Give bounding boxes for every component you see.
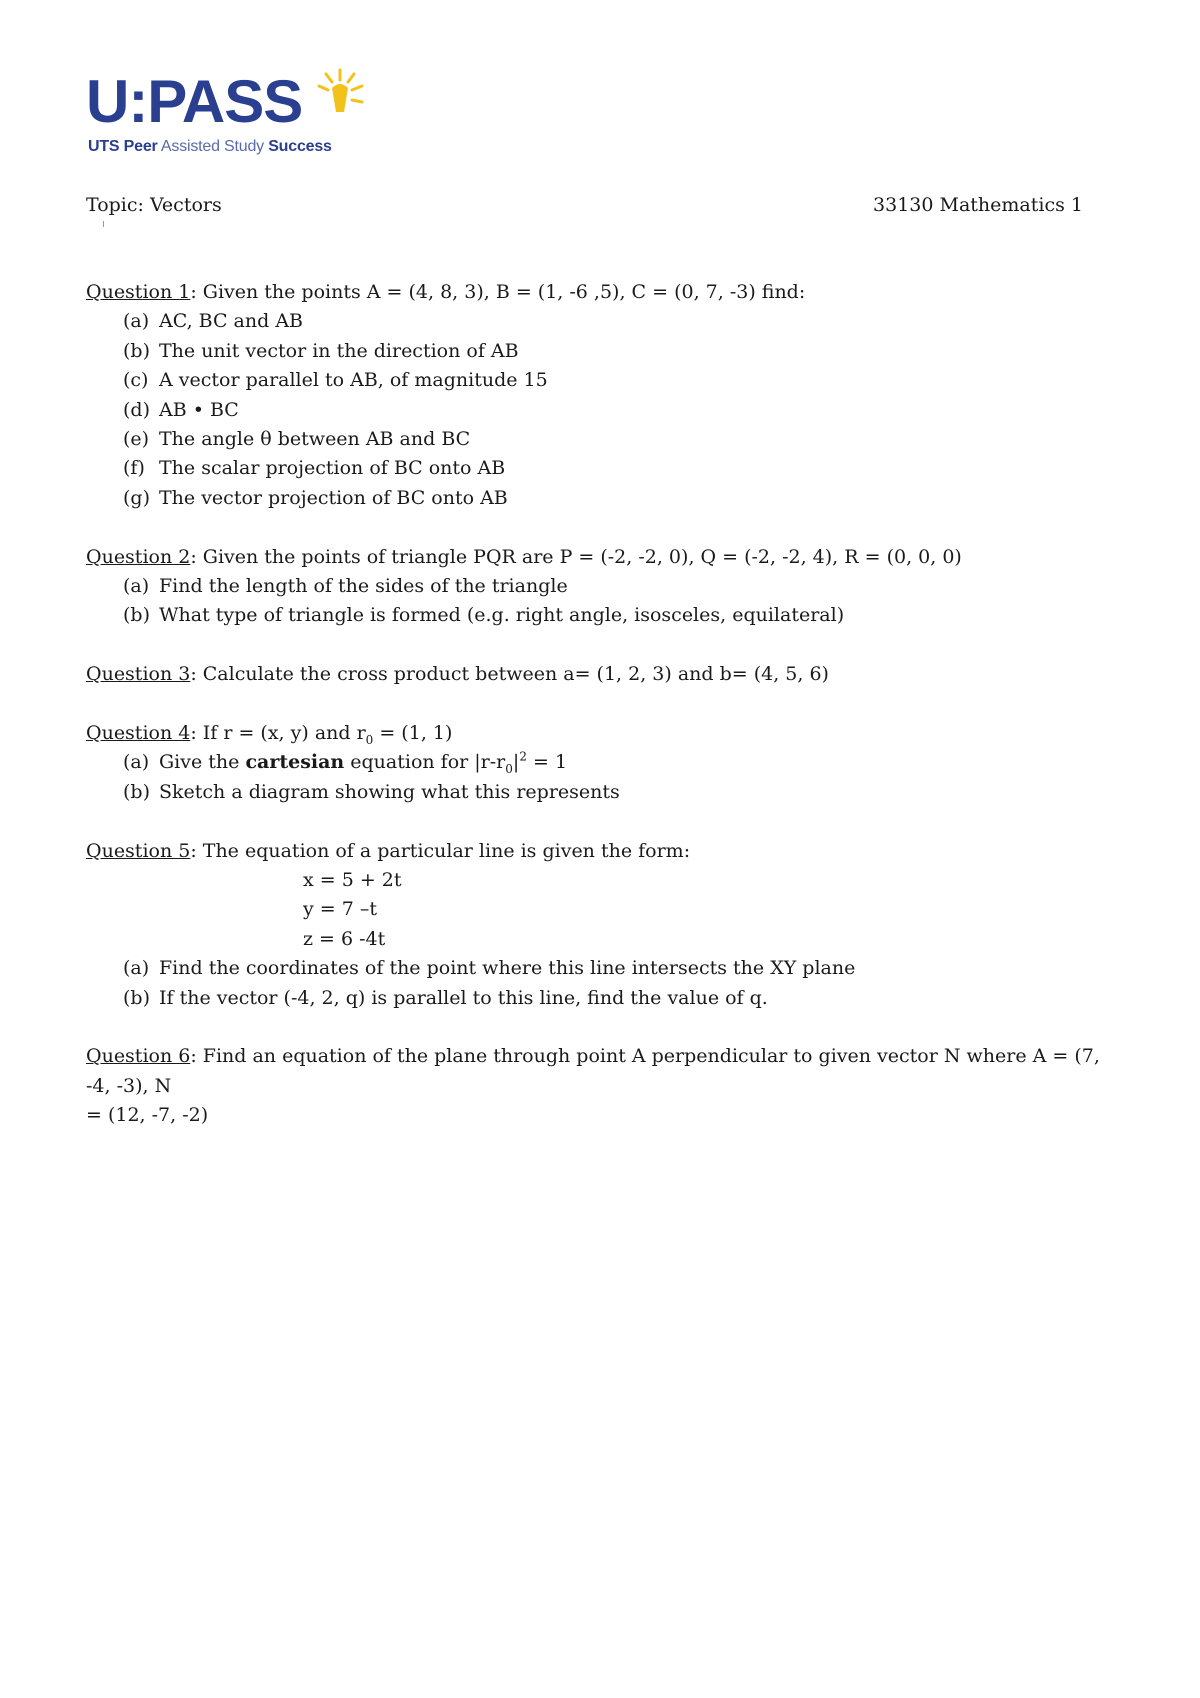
item-text: Find the coordinates of the point where this line intersects the XY plane <box>159 957 856 980</box>
logo-subtitle <box>88 138 332 156</box>
question-3-text: : Calculate the cross product between a= (1, 2, 3) and b= (4, 5, 6) <box>190 663 829 686</box>
item-text: AB • BC <box>159 398 239 421</box>
question-1-item-f <box>86 454 1126 483</box>
question-1-text: : Given the points A = (4, 8, 3), B = (1, -6 ,5), C = (0, 7, -3) find: <box>190 281 806 303</box>
item-text: The unit vector in the direction of AB <box>159 339 519 362</box>
question-1-item-e <box>86 425 1126 454</box>
question-6-text: : Find an equation of the plane through point A perpendicular to given vector N where A = (7, -4, -3), N <box>86 1045 1100 1097</box>
question-4-text: : If r = (x, y) and r <box>190 722 366 745</box>
question-5-stem <box>86 837 1126 866</box>
item-text <box>159 748 567 777</box>
question-5-text: : The equation of a particular line is given the form: <box>190 839 691 862</box>
subscript: 0 <box>365 732 374 747</box>
question-2-stem <box>86 543 1126 572</box>
question-4-item-a <box>86 748 1126 777</box>
question-1-stem <box>86 278 1126 307</box>
question-1-item-g <box>86 484 1126 513</box>
question-1-item-b <box>86 337 1126 366</box>
item-text: Find the length of the sides of the triangle <box>159 575 568 598</box>
item-text: AC, BC and AB <box>159 310 304 333</box>
equation-x: x = 5 + 2t <box>303 869 402 892</box>
cursor-mark <box>103 221 104 227</box>
question-1-item-c <box>86 366 1126 395</box>
item-text-mid: equation for |r-r <box>344 751 506 774</box>
item-text: The vector projection of BC onto AB <box>159 486 508 509</box>
item-text-post: = 1 <box>526 751 568 774</box>
item-marker: (b) <box>123 986 150 1009</box>
item-marker: (f) <box>123 457 145 480</box>
question-4-item-b <box>86 778 1126 807</box>
questions <box>86 278 1126 1160</box>
item-marker: (b) <box>123 604 150 627</box>
logo-subtitle-part3: Success <box>268 138 332 155</box>
question-2-item-b <box>86 601 1126 630</box>
question-6-label: Question 6 <box>86 1045 191 1068</box>
logo-subtitle-part1: UTS Peer <box>88 138 158 155</box>
question-6-continued: = (12, -7, -2) <box>86 1104 209 1127</box>
question-1-item-a <box>86 307 1126 336</box>
question-2-label: Question 2 <box>86 545 191 568</box>
question-5 <box>86 837 1126 1013</box>
item-marker: (a) <box>123 310 150 333</box>
item-text-pre: Give the <box>159 751 246 774</box>
topic-label: Topic: Vectors <box>86 194 222 216</box>
item-marker: (a) <box>123 751 150 774</box>
item-marker: (a) <box>123 957 150 980</box>
question-1 <box>86 278 1126 513</box>
item-text: What type of triangle is formed (e.g. right angle, isosceles, equilateral) <box>159 604 845 627</box>
question-2 <box>86 543 1126 631</box>
question-1-item-d <box>86 396 1126 425</box>
upass-wordmark <box>86 68 366 134</box>
question-6 <box>86 1042 1126 1130</box>
equation-y: y = 7 –t <box>303 898 377 921</box>
question-2-text: : Given the points of triangle PQR are P = (-2, -2, 0), Q = (-2, -2, 4), R = (0, 0, 0) <box>190 545 962 568</box>
svg-text:U:PASS: U:PASS <box>86 68 303 134</box>
question-4 <box>86 719 1126 807</box>
question-6-stem <box>86 1042 1126 1101</box>
item-marker: (b) <box>123 780 150 803</box>
abs-bar: | <box>512 751 520 774</box>
question-3 <box>86 660 1126 689</box>
item-marker: (d) <box>123 398 150 421</box>
item-text: If the vector (-4, 2, q) is parallel to this line, find the value of q. <box>159 986 768 1009</box>
question-4-text-end: = (1, 1) <box>373 722 453 745</box>
question-2-item-a <box>86 572 1126 601</box>
item-text: The scalar projection of BC onto AB <box>159 457 506 480</box>
item-text: The angle θ between AB and BC <box>159 428 471 451</box>
item-marker: (c) <box>123 369 149 392</box>
unit-label: 33130 Mathematics 1 <box>873 194 1083 216</box>
upass-logo <box>86 68 366 168</box>
item-marker: (b) <box>123 339 150 362</box>
item-text: Sketch a diagram showing what this represents <box>159 780 620 803</box>
question-4-label: Question 4 <box>86 722 191 745</box>
superscript: 2 <box>519 750 527 765</box>
question-4-stem <box>86 719 1126 748</box>
item-marker: (a) <box>123 575 150 598</box>
item-marker: (g) <box>123 486 150 509</box>
question-5-label: Question 5 <box>86 839 191 862</box>
equation-z: z = 6 -4t <box>303 927 386 950</box>
question-1-label: Question 1 <box>86 281 191 303</box>
logo-subtitle-part2: Assisted Study <box>160 138 264 155</box>
question-5-item-a <box>86 954 1126 983</box>
item-text: A vector parallel to AB, of magnitude 15 <box>159 369 548 392</box>
item-text-bold: cartesian <box>245 751 345 774</box>
subscript: 0 <box>505 762 513 777</box>
item-marker: (e) <box>123 428 150 451</box>
question-3-label: Question 3 <box>86 663 191 686</box>
question-3-stem <box>86 660 1126 689</box>
question-5-item-b <box>86 984 1126 1013</box>
